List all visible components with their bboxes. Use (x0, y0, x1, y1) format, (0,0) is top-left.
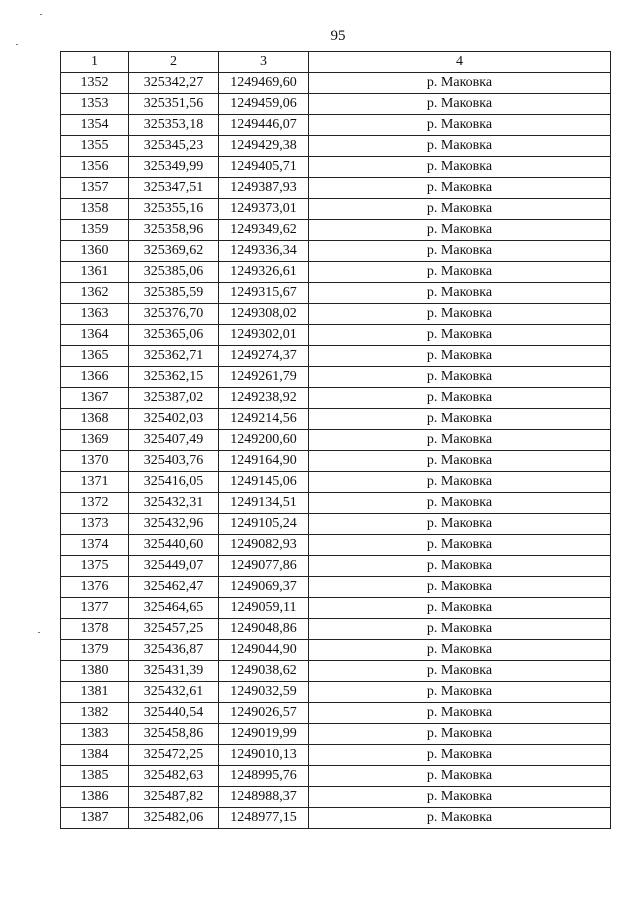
cell-y-coordinate: 1249010,13 (219, 745, 309, 766)
table-row (61, 73, 611, 94)
table-row (61, 304, 611, 325)
cell-y-coordinate: 1249048,86 (219, 619, 309, 640)
cell-x-coordinate: 325362,15 (129, 367, 219, 388)
cell-description: р. Маковка (309, 199, 611, 220)
cell-x-coordinate: 325376,70 (129, 304, 219, 325)
table-row (61, 724, 611, 745)
cell-point-number: 1356 (61, 157, 129, 178)
cell-x-coordinate: 325351,56 (129, 94, 219, 115)
table-row (61, 262, 611, 283)
cell-point-number: 1370 (61, 451, 129, 472)
cell-description: р. Маковка (309, 556, 611, 577)
cell-x-coordinate: 325407,49 (129, 430, 219, 451)
cell-point-number: 1382 (61, 703, 129, 724)
cell-description: р. Маковка (309, 577, 611, 598)
cell-y-coordinate: 1249261,79 (219, 367, 309, 388)
cell-point-number: 1358 (61, 199, 129, 220)
cell-y-coordinate: 1249077,86 (219, 556, 309, 577)
cell-y-coordinate: 1249044,90 (219, 640, 309, 661)
cell-x-coordinate: 325387,02 (129, 388, 219, 409)
cell-y-coordinate: 1249446,07 (219, 115, 309, 136)
cell-y-coordinate: 1249164,90 (219, 451, 309, 472)
table-row (61, 556, 611, 577)
table-row (61, 787, 611, 808)
table-row (61, 514, 611, 535)
cell-x-coordinate: 325369,62 (129, 241, 219, 262)
cell-y-coordinate: 1249032,59 (219, 682, 309, 703)
cell-description: р. Маковка (309, 682, 611, 703)
cell-x-coordinate: 325440,60 (129, 535, 219, 556)
table-row (61, 577, 611, 598)
cell-description: р. Маковка (309, 766, 611, 787)
column-header-description: 4 (309, 52, 611, 73)
cell-description: р. Маковка (309, 367, 611, 388)
cell-x-coordinate: 325345,23 (129, 136, 219, 157)
column-header-y-coordinate: 3 (219, 52, 309, 73)
cell-point-number: 1385 (61, 766, 129, 787)
cell-y-coordinate: 1249038,62 (219, 661, 309, 682)
cell-point-number: 1371 (61, 472, 129, 493)
cell-y-coordinate: 1249459,06 (219, 94, 309, 115)
cell-point-number: 1387 (61, 808, 129, 829)
table-row (61, 682, 611, 703)
cell-description: р. Маковка (309, 787, 611, 808)
cell-description: р. Маковка (309, 136, 611, 157)
cell-description: р. Маковка (309, 661, 611, 682)
cell-point-number: 1364 (61, 325, 129, 346)
table-row (61, 661, 611, 682)
cell-point-number: 1372 (61, 493, 129, 514)
cell-y-coordinate: 1249469,60 (219, 73, 309, 94)
table-row (61, 640, 611, 661)
cell-y-coordinate: 1249145,06 (219, 472, 309, 493)
cell-point-number: 1383 (61, 724, 129, 745)
cell-y-coordinate: 1249105,24 (219, 514, 309, 535)
cell-point-number: 1386 (61, 787, 129, 808)
cell-x-coordinate: 325432,61 (129, 682, 219, 703)
cell-x-coordinate: 325385,06 (129, 262, 219, 283)
table-row (61, 745, 611, 766)
cell-point-number: 1379 (61, 640, 129, 661)
cell-point-number: 1361 (61, 262, 129, 283)
cell-y-coordinate: 1249373,01 (219, 199, 309, 220)
cell-description: р. Маковка (309, 346, 611, 367)
table-row (61, 157, 611, 178)
table-row (61, 703, 611, 724)
cell-x-coordinate: 325482,63 (129, 766, 219, 787)
cell-point-number: 1365 (61, 346, 129, 367)
cell-x-coordinate: 325365,06 (129, 325, 219, 346)
cell-y-coordinate: 1249315,67 (219, 283, 309, 304)
cell-description: р. Маковка (309, 73, 611, 94)
table-body (61, 73, 611, 829)
table-row (61, 598, 611, 619)
table-row (61, 115, 611, 136)
table-row (61, 325, 611, 346)
cell-y-coordinate: 1249349,62 (219, 220, 309, 241)
cell-description: р. Маковка (309, 409, 611, 430)
table-row (61, 619, 611, 640)
cell-point-number: 1360 (61, 241, 129, 262)
cell-point-number: 1359 (61, 220, 129, 241)
cell-point-number: 1373 (61, 514, 129, 535)
table-row (61, 220, 611, 241)
cell-y-coordinate: 1249308,02 (219, 304, 309, 325)
cell-point-number: 1362 (61, 283, 129, 304)
cell-x-coordinate: 325458,86 (129, 724, 219, 745)
cell-point-number: 1369 (61, 430, 129, 451)
cell-y-coordinate: 1249405,71 (219, 157, 309, 178)
cell-x-coordinate: 325457,25 (129, 619, 219, 640)
cell-point-number: 1354 (61, 115, 129, 136)
cell-point-number: 1366 (61, 367, 129, 388)
cell-description: р. Маковка (309, 619, 611, 640)
table-row (61, 241, 611, 262)
cell-description: р. Маковка (309, 178, 611, 199)
cell-description: р. Маковка (309, 241, 611, 262)
cell-x-coordinate: 325347,51 (129, 178, 219, 199)
cell-description: р. Маковка (309, 430, 611, 451)
table-row (61, 94, 611, 115)
table-row (61, 283, 611, 304)
cell-description: р. Маковка (309, 451, 611, 472)
cell-point-number: 1376 (61, 577, 129, 598)
cell-y-coordinate: 1249302,01 (219, 325, 309, 346)
cell-y-coordinate: 1249214,56 (219, 409, 309, 430)
cell-description: р. Маковка (309, 220, 611, 241)
table-row (61, 178, 611, 199)
cell-y-coordinate: 1248988,37 (219, 787, 309, 808)
cell-x-coordinate: 325402,03 (129, 409, 219, 430)
cell-point-number: 1368 (61, 409, 129, 430)
cell-y-coordinate: 1249387,93 (219, 178, 309, 199)
cell-x-coordinate: 325342,27 (129, 73, 219, 94)
cell-x-coordinate: 325436,87 (129, 640, 219, 661)
cell-y-coordinate: 1249238,92 (219, 388, 309, 409)
cell-point-number: 1384 (61, 745, 129, 766)
cell-x-coordinate: 325385,59 (129, 283, 219, 304)
cell-description: р. Маковка (309, 598, 611, 619)
cell-x-coordinate: 325462,47 (129, 577, 219, 598)
cell-description: р. Маковка (309, 472, 611, 493)
cell-x-coordinate: 325464,65 (129, 598, 219, 619)
cell-description: р. Маковка (309, 262, 611, 283)
cell-point-number: 1363 (61, 304, 129, 325)
table-header-row (61, 52, 611, 73)
cell-description: р. Маковка (309, 283, 611, 304)
cell-point-number: 1357 (61, 178, 129, 199)
cell-point-number: 1374 (61, 535, 129, 556)
column-header-x-coordinate: 2 (129, 52, 219, 73)
cell-x-coordinate: 325449,07 (129, 556, 219, 577)
cell-x-coordinate: 325362,71 (129, 346, 219, 367)
cell-point-number: 1352 (61, 73, 129, 94)
table-row (61, 535, 611, 556)
table-row (61, 493, 611, 514)
table-row (61, 136, 611, 157)
cell-description: р. Маковка (309, 745, 611, 766)
page-number: 95 (330, 28, 346, 44)
cell-y-coordinate: 1249082,93 (219, 535, 309, 556)
cell-x-coordinate: 325349,99 (129, 157, 219, 178)
table-row (61, 808, 611, 829)
cell-y-coordinate: 1248977,15 (219, 808, 309, 829)
cell-y-coordinate: 1249069,37 (219, 577, 309, 598)
coordinates-table (60, 51, 611, 829)
cell-x-coordinate: 325432,31 (129, 493, 219, 514)
cell-x-coordinate: 325358,96 (129, 220, 219, 241)
cell-description: р. Маковка (309, 640, 611, 661)
cell-description: р. Маковка (309, 304, 611, 325)
cell-description: р. Маковка (309, 535, 611, 556)
cell-y-coordinate: 1249326,61 (219, 262, 309, 283)
cell-y-coordinate: 1248995,76 (219, 766, 309, 787)
table-row (61, 766, 611, 787)
cell-y-coordinate: 1249200,60 (219, 430, 309, 451)
cell-description: р. Маковка (309, 724, 611, 745)
cell-x-coordinate: 325353,18 (129, 115, 219, 136)
cell-x-coordinate: 325440,54 (129, 703, 219, 724)
cell-y-coordinate: 1249336,34 (219, 241, 309, 262)
cell-point-number: 1377 (61, 598, 129, 619)
cell-y-coordinate: 1249026,57 (219, 703, 309, 724)
cell-point-number: 1381 (61, 682, 129, 703)
table-row (61, 430, 611, 451)
scan-speck (40, 14, 42, 15)
cell-x-coordinate: 325482,06 (129, 808, 219, 829)
cell-x-coordinate: 325432,96 (129, 514, 219, 535)
cell-x-coordinate: 325403,76 (129, 451, 219, 472)
cell-description: р. Маковка (309, 325, 611, 346)
cell-x-coordinate: 325431,39 (129, 661, 219, 682)
cell-description: р. Маковка (309, 94, 611, 115)
table-row (61, 346, 611, 367)
cell-point-number: 1353 (61, 94, 129, 115)
cell-description: р. Маковка (309, 514, 611, 535)
scan-speck (38, 632, 40, 633)
table-row (61, 367, 611, 388)
cell-y-coordinate: 1249134,51 (219, 493, 309, 514)
table-row (61, 472, 611, 493)
cell-point-number: 1367 (61, 388, 129, 409)
table-row (61, 409, 611, 430)
column-header-point-number: 1 (61, 52, 129, 73)
cell-description: р. Маковка (309, 808, 611, 829)
cell-description: р. Маковка (309, 703, 611, 724)
cell-y-coordinate: 1249274,37 (219, 346, 309, 367)
cell-description: р. Маковка (309, 388, 611, 409)
cell-point-number: 1355 (61, 136, 129, 157)
cell-description: р. Маковка (309, 157, 611, 178)
cell-x-coordinate: 325416,05 (129, 472, 219, 493)
cell-x-coordinate: 325487,82 (129, 787, 219, 808)
cell-y-coordinate: 1249429,38 (219, 136, 309, 157)
cell-point-number: 1380 (61, 661, 129, 682)
cell-x-coordinate: 325472,25 (129, 745, 219, 766)
cell-point-number: 1378 (61, 619, 129, 640)
cell-y-coordinate: 1249019,99 (219, 724, 309, 745)
cell-x-coordinate: 325355,16 (129, 199, 219, 220)
cell-point-number: 1375 (61, 556, 129, 577)
table-row (61, 388, 611, 409)
table-row (61, 199, 611, 220)
cell-y-coordinate: 1249059,11 (219, 598, 309, 619)
table-row (61, 451, 611, 472)
cell-description: р. Маковка (309, 115, 611, 136)
cell-description: р. Маковка (309, 493, 611, 514)
